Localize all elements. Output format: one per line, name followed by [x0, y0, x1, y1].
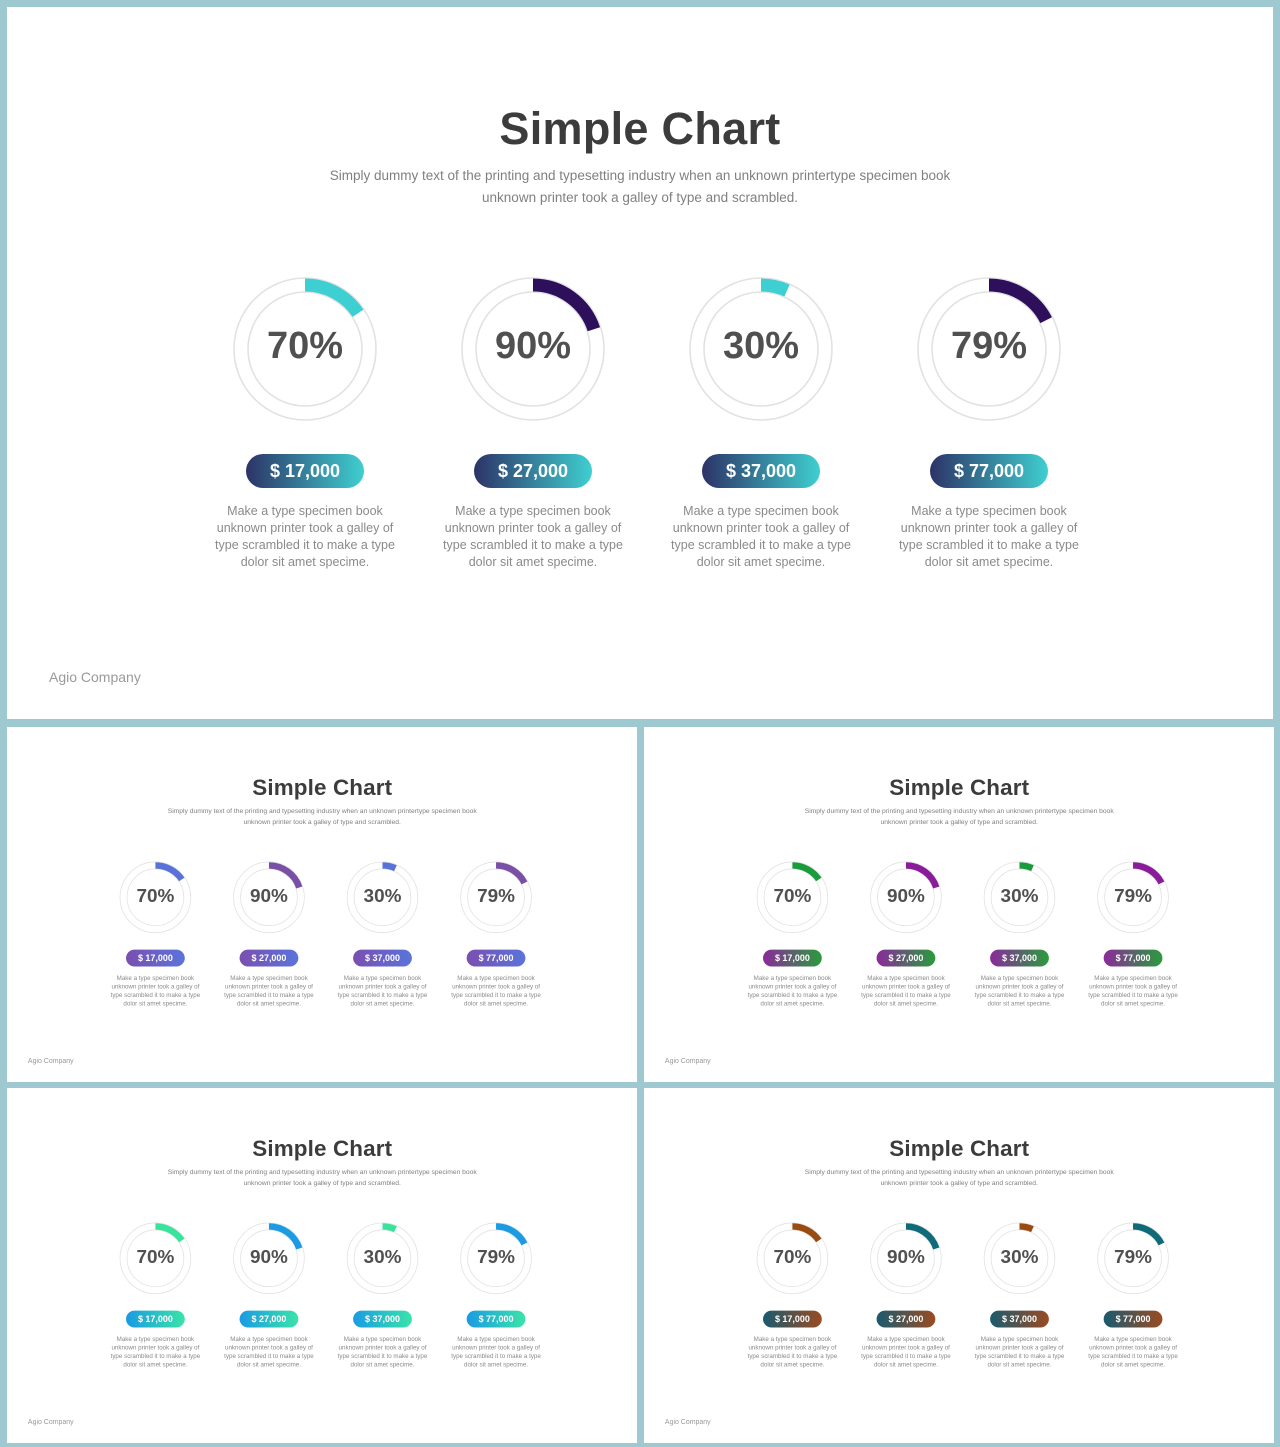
- description-line: type scrambled it to make a type: [747, 1352, 838, 1360]
- description-line: unknown printer took a galley of: [338, 982, 427, 990]
- description-line: unknown printer took a galley of: [1089, 1343, 1177, 1351]
- slide: [7, 1088, 637, 1443]
- progress-arc: [382, 865, 395, 868]
- progress-arc: [269, 865, 299, 887]
- slide: [7, 727, 637, 1082]
- amount-badge: $ 27,000: [877, 1311, 936, 1328]
- description-line: unknown printer took a galley of: [861, 982, 950, 990]
- description-line: Make a type specimen book: [1094, 974, 1172, 982]
- description-line: dolor sit amet specime.: [123, 999, 188, 1007]
- page-title: Simple Chart: [252, 774, 393, 801]
- description-line: unknown printer took a galley of: [111, 1343, 200, 1351]
- subtitle-line: Simply dummy text of the printing and typesetting industry when an unknown printertype specimen book: [167, 1168, 477, 1176]
- subtitle: [7, 1167, 637, 1189]
- description-line: dolor sit amet specime.: [240, 555, 370, 569]
- description-line: unknown printer took a galley of: [748, 1343, 837, 1351]
- percentage-label: 90%: [250, 885, 288, 907]
- description-line: Make a type specimen book: [343, 974, 422, 982]
- description-line: dolor sit amet specime.: [350, 999, 415, 1007]
- description-line: type scrambled it to make a type: [215, 538, 395, 552]
- description-line: Make a type specimen book: [116, 974, 195, 982]
- company-name: Agio Company: [49, 669, 141, 685]
- description-line: dolor sit amet specime.: [987, 1360, 1052, 1368]
- description-line: Make a type specimen book: [683, 504, 839, 518]
- page-title: Simple Chart: [499, 103, 781, 154]
- item-description: [745, 974, 840, 1008]
- item-description: [335, 1335, 430, 1369]
- subtitle-line: unknown printer took a galley of type and scrambled.: [482, 190, 798, 205]
- subtitle: [644, 806, 1274, 828]
- subtitle: [7, 806, 637, 828]
- subtitle-line: Simply dummy text of the printing and typesetting industry when an unknown printertype specimen book: [167, 807, 477, 815]
- description-line: unknown printer took a galley of: [338, 1343, 427, 1351]
- amount-badge: $ 77,000: [467, 1311, 526, 1328]
- item-description: [210, 503, 400, 571]
- description-line: unknown printer took a galley of: [861, 1343, 950, 1351]
- percentage-label: 70%: [136, 1246, 175, 1268]
- progress-arc: [1019, 1226, 1032, 1229]
- percentage-label: 79%: [477, 885, 515, 907]
- progress-arc: [906, 865, 936, 887]
- description-line: type scrambled it to make a type: [337, 1352, 428, 1360]
- description-line: dolor sit amet specime.: [696, 555, 826, 569]
- percentage-label: 79%: [1114, 885, 1152, 907]
- description-line: Make a type specimen book: [867, 1335, 945, 1343]
- subtitle-line: unknown printer took a galley of type and scrambled.: [243, 1179, 401, 1187]
- description-line: dolor sit amet specime.: [760, 999, 825, 1007]
- percentage-label: 30%: [363, 1246, 402, 1268]
- description-line: Make a type specimen book: [980, 1335, 1059, 1343]
- description-line: dolor sit amet specime.: [987, 999, 1052, 1007]
- description-line: type scrambled it to make a type: [443, 538, 623, 552]
- description-line: unknown printer took a galley of: [444, 521, 622, 535]
- item-description: [745, 1335, 840, 1369]
- description-line: Make a type specimen book: [1094, 1335, 1172, 1343]
- percentage-label: 30%: [363, 885, 402, 907]
- subtitle: [7, 165, 1273, 209]
- description-line: Make a type specimen book: [455, 504, 611, 518]
- subtitle: [644, 1167, 1274, 1189]
- amount-badge: $ 77,000: [1104, 950, 1163, 967]
- subtitle-line: unknown printer took a galley of type and scrambled.: [880, 1179, 1038, 1187]
- percentage-label: 90%: [887, 885, 925, 907]
- description-line: dolor sit amet specime.: [464, 999, 529, 1007]
- percentage-label: 70%: [136, 885, 175, 907]
- description-line: type scrambled it to make a type: [899, 538, 1079, 552]
- amount-badge: $ 27,000: [877, 950, 936, 967]
- description-line: type scrambled it to make a type: [671, 538, 851, 552]
- description-line: Make a type specimen book: [230, 1335, 308, 1343]
- slide: [644, 727, 1274, 1082]
- subtitle-line: Simply dummy text of the printing and typesetting industry when an unknown printertype specimen book: [329, 168, 951, 183]
- description-line: unknown printer took a galley of: [975, 1343, 1064, 1351]
- description-line: type scrambled it to make a type: [1088, 991, 1178, 999]
- percentage-label: 70%: [773, 885, 812, 907]
- percentage-label: 79%: [1114, 1246, 1152, 1268]
- description-line: unknown printer took a galley of: [748, 982, 837, 990]
- percentage-label: 90%: [494, 325, 572, 367]
- company-name: Agio Company: [664, 1417, 711, 1426]
- description-line: Make a type specimen book: [911, 504, 1067, 518]
- subtitle-line: Simply dummy text of the printing and typesetting industry when an unknown printertype specimen book: [804, 807, 1114, 815]
- item-description: [972, 974, 1067, 1008]
- description-line: type scrambled it to make a type: [110, 1352, 201, 1360]
- amount-badge: $ 27,000: [240, 950, 299, 967]
- percentage-label: 70%: [773, 1246, 812, 1268]
- description-line: Make a type specimen book: [343, 1335, 422, 1343]
- description-line: dolor sit amet specime.: [236, 999, 301, 1007]
- progress-arc: [382, 1226, 395, 1229]
- description-line: Make a type specimen book: [457, 974, 535, 982]
- percentage-label: 90%: [250, 1246, 288, 1268]
- percentage-label: 30%: [1000, 1246, 1039, 1268]
- item-description: [222, 974, 317, 1008]
- amount-badge: $ 27,000: [474, 454, 592, 488]
- description-line: unknown printer took a galley of: [111, 982, 200, 990]
- description-line: Make a type specimen book: [753, 974, 832, 982]
- description-line: dolor sit amet specime.: [236, 1360, 301, 1368]
- description-line: unknown printer took a galley of: [975, 982, 1064, 990]
- item-description: [108, 974, 203, 1008]
- item-description: [859, 974, 954, 1008]
- description-line: dolor sit amet specime.: [873, 999, 938, 1007]
- page-title: Simple Chart: [889, 1135, 1030, 1162]
- amount-badge: $ 17,000: [126, 1311, 185, 1328]
- description-line: unknown printer took a galley of: [216, 521, 394, 535]
- amount-badge: $ 77,000: [1104, 1311, 1163, 1328]
- subtitle-line: Simply dummy text of the printing and typesetting industry when an unknown printertype specimen book: [804, 1168, 1114, 1176]
- amount-badge: $ 37,000: [353, 950, 412, 967]
- progress-arc: [1133, 865, 1161, 882]
- page-title: Simple Chart: [889, 774, 1030, 801]
- slide: [644, 1088, 1274, 1443]
- description-line: type scrambled it to make a type: [110, 991, 201, 999]
- company-name: Agio Company: [664, 1056, 711, 1065]
- amount-badge: $ 17,000: [246, 454, 364, 488]
- description-line: type scrambled it to make a type: [224, 991, 314, 999]
- progress-arc: [761, 285, 787, 291]
- subtitle-line: unknown printer took a galley of type and scrambled.: [243, 818, 401, 826]
- item-description: [972, 1335, 1067, 1369]
- description-line: Make a type specimen book: [116, 1335, 195, 1343]
- subtitle-line: unknown printer took a galley of type and scrambled.: [880, 818, 1038, 826]
- description-line: dolor sit amet specime.: [1101, 999, 1166, 1007]
- progress-arc: [496, 1226, 524, 1243]
- percentage-label: 79%: [950, 325, 1028, 367]
- amount-badge: $ 37,000: [353, 1311, 412, 1328]
- item-description: [894, 503, 1084, 571]
- description-line: unknown printer took a galley of: [224, 982, 313, 990]
- item-description: [438, 503, 628, 571]
- description-line: type scrambled it to make a type: [1088, 1352, 1178, 1360]
- percentage-label: 90%: [887, 1246, 925, 1268]
- description-line: unknown printer took a galley of: [1089, 982, 1177, 990]
- description-line: type scrambled it to make a type: [337, 991, 428, 999]
- item-description: [222, 1335, 317, 1369]
- slide: [7, 7, 1273, 719]
- description-line: type scrambled it to make a type: [747, 991, 838, 999]
- progress-arc: [496, 865, 524, 882]
- description-line: unknown printer took a galley of: [452, 982, 540, 990]
- percentage-label: 30%: [1000, 885, 1039, 907]
- description-line: type scrambled it to make a type: [974, 1352, 1065, 1360]
- item-description: [1086, 1335, 1181, 1369]
- amount-badge: $ 37,000: [702, 454, 820, 488]
- description-line: Make a type specimen book: [753, 1335, 832, 1343]
- description-line: type scrambled it to make a type: [451, 991, 541, 999]
- description-line: type scrambled it to make a type: [861, 1352, 951, 1360]
- amount-badge: $ 37,000: [990, 1311, 1049, 1328]
- description-line: unknown printer took a galley of: [224, 1343, 313, 1351]
- description-line: type scrambled it to make a type: [224, 1352, 314, 1360]
- percentage-label: 79%: [477, 1246, 515, 1268]
- progress-arc: [1133, 1226, 1161, 1243]
- description-line: dolor sit amet specime.: [468, 555, 598, 569]
- description-line: Make a type specimen book: [230, 974, 308, 982]
- amount-badge: $ 37,000: [990, 950, 1049, 967]
- item-description: [335, 974, 430, 1008]
- company-name: Agio Company: [27, 1056, 74, 1065]
- amount-badge: $ 77,000: [467, 950, 526, 967]
- item-description: [108, 1335, 203, 1369]
- description-line: dolor sit amet specime.: [464, 1360, 529, 1368]
- item-description: [666, 503, 856, 571]
- amount-badge: $ 77,000: [930, 454, 1048, 488]
- description-line: type scrambled it to make a type: [861, 991, 951, 999]
- amount-badge: $ 17,000: [763, 950, 822, 967]
- item-description: [1086, 974, 1181, 1008]
- percentage-label: 30%: [722, 325, 800, 367]
- description-line: dolor sit amet specime.: [924, 555, 1054, 569]
- company-name: Agio Company: [27, 1417, 74, 1426]
- description-line: unknown printer took a galley of: [900, 521, 1078, 535]
- item-description: [449, 974, 544, 1008]
- description-line: unknown printer took a galley of: [672, 521, 850, 535]
- description-line: dolor sit amet specime.: [350, 1360, 415, 1368]
- progress-arc: [906, 1226, 936, 1248]
- description-line: type scrambled it to make a type: [974, 991, 1065, 999]
- description-line: Make a type specimen book: [867, 974, 945, 982]
- progress-arc: [533, 285, 594, 329]
- item-description: [859, 1335, 954, 1369]
- description-line: dolor sit amet specime.: [1101, 1360, 1166, 1368]
- amount-badge: $ 17,000: [126, 950, 185, 967]
- amount-badge: $ 17,000: [763, 1311, 822, 1328]
- progress-arc: [269, 1226, 299, 1248]
- page-title: Simple Chart: [252, 1135, 393, 1162]
- description-line: type scrambled it to make a type: [451, 1352, 541, 1360]
- progress-arc: [1019, 865, 1032, 868]
- description-line: Make a type specimen book: [980, 974, 1059, 982]
- description-line: Make a type specimen book: [457, 1335, 535, 1343]
- progress-arc: [989, 285, 1046, 320]
- percentage-label: 70%: [266, 325, 344, 367]
- description-line: Make a type specimen book: [227, 504, 383, 518]
- description-line: unknown printer took a galley of: [452, 1343, 540, 1351]
- amount-badge: $ 27,000: [240, 1311, 299, 1328]
- description-line: dolor sit amet specime.: [123, 1360, 188, 1368]
- description-line: dolor sit amet specime.: [873, 1360, 938, 1368]
- item-description: [449, 1335, 544, 1369]
- description-line: dolor sit amet specime.: [760, 1360, 825, 1368]
